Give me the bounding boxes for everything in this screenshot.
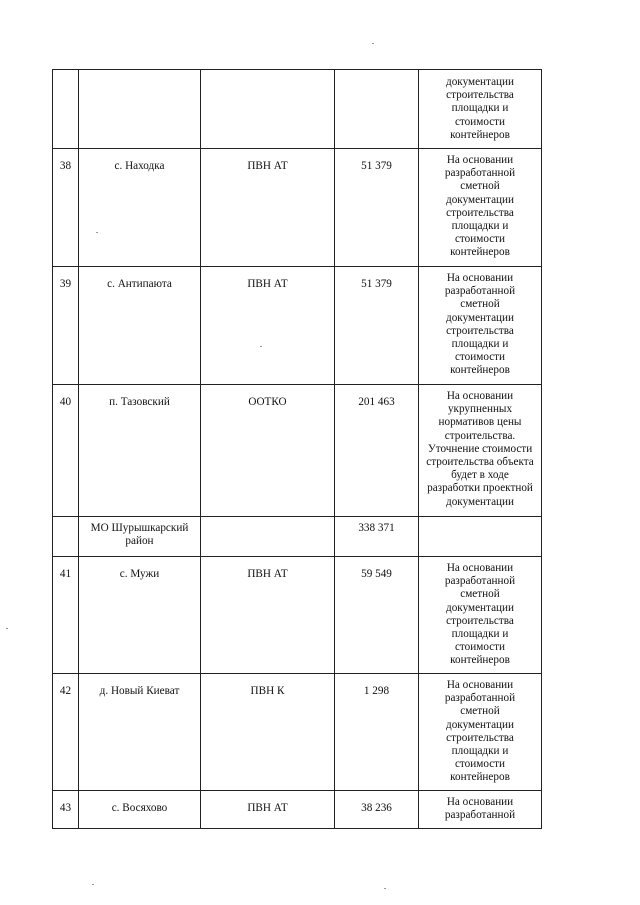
cell-type: ООТКО — [201, 385, 335, 517]
cell-num: 40 — [53, 385, 79, 517]
cell-num: 41 — [53, 557, 79, 674]
scan-speck — [6, 628, 8, 629]
cell-name: с. Восяхово — [79, 791, 201, 829]
cell-basis — [419, 557, 542, 674]
cell-num — [53, 70, 79, 149]
basis-text: На основании разработанной сметной документации строительства площадки и стоимости контейнеров — [444, 679, 516, 784]
cell-type: ПВН К — [201, 674, 335, 791]
basis-text: На основании разработанной сметной документации строительства площадки и стоимости контейнеров — [444, 562, 516, 667]
table-row-continuation — [53, 70, 542, 149]
cell-name: п. Тазовский — [79, 385, 201, 517]
cell-type: ПВН АТ — [201, 149, 335, 267]
cost-table-body — [53, 70, 542, 829]
cell-num: 43 — [53, 791, 79, 829]
scan-speck — [96, 232, 98, 233]
cell-basis — [419, 385, 542, 517]
cell-basis — [419, 674, 542, 791]
table-row — [53, 385, 542, 517]
cell-num: 38 — [53, 149, 79, 267]
basis-text: На основании укрупненных нормативов цены строительства. Уточнение стоимости строительства объекта будет в ходе разработки проектной документации — [426, 390, 534, 508]
cell-cost: 201 463 — [335, 385, 419, 517]
scan-speck — [92, 884, 94, 885]
cell-type: ПВН АТ — [201, 557, 335, 674]
table-row — [53, 557, 542, 674]
cell-name: с. Антипаюта — [79, 267, 201, 385]
basis-text: На основании разработанной — [444, 796, 516, 822]
cell-cost: 51 379 — [335, 267, 419, 385]
cell-basis — [419, 791, 542, 829]
cell-name: с. Мужи — [79, 557, 201, 674]
table-row-district — [53, 517, 542, 557]
cell-cost: 59 549 — [335, 557, 419, 674]
cell-basis — [419, 70, 542, 149]
cell-cost: 38 236 — [335, 791, 419, 829]
cell-type — [201, 517, 335, 557]
cell-num: 39 — [53, 267, 79, 385]
cell-num: 42 — [53, 674, 79, 791]
scan-speck — [372, 43, 374, 44]
cell-basis — [419, 149, 542, 267]
basis-text: На основании разработанной сметной документации строительства площадки и стоимости контейнеров — [444, 154, 516, 259]
scan-speck — [260, 346, 262, 347]
cell-cost — [335, 70, 419, 149]
cell-name — [79, 70, 201, 149]
table-row — [53, 267, 542, 385]
basis-text: документации строительства площадки и стоимости контейнеров — [446, 76, 514, 141]
cell-basis — [419, 267, 542, 385]
cell-name: д. Новый Киеват — [79, 674, 201, 791]
cell-type: ПВН АТ — [201, 267, 335, 385]
cell-cost: 338 371 — [335, 517, 419, 557]
cell-name: МО Шурышкарский район — [79, 517, 201, 557]
cell-type — [201, 70, 335, 149]
cell-basis — [419, 517, 542, 557]
cost-table — [52, 69, 542, 829]
cell-num — [53, 517, 79, 557]
table-row — [53, 674, 542, 791]
cell-name: с. Находка — [79, 149, 201, 267]
table-row — [53, 791, 542, 829]
cell-cost: 51 379 — [335, 149, 419, 267]
scan-speck — [384, 888, 386, 889]
table-row — [53, 149, 542, 267]
cell-type: ПВН АТ — [201, 791, 335, 829]
cell-cost: 1 298 — [335, 674, 419, 791]
basis-text: На основании разработанной сметной документации строительства площадки и стоимости контейнеров — [444, 272, 516, 377]
